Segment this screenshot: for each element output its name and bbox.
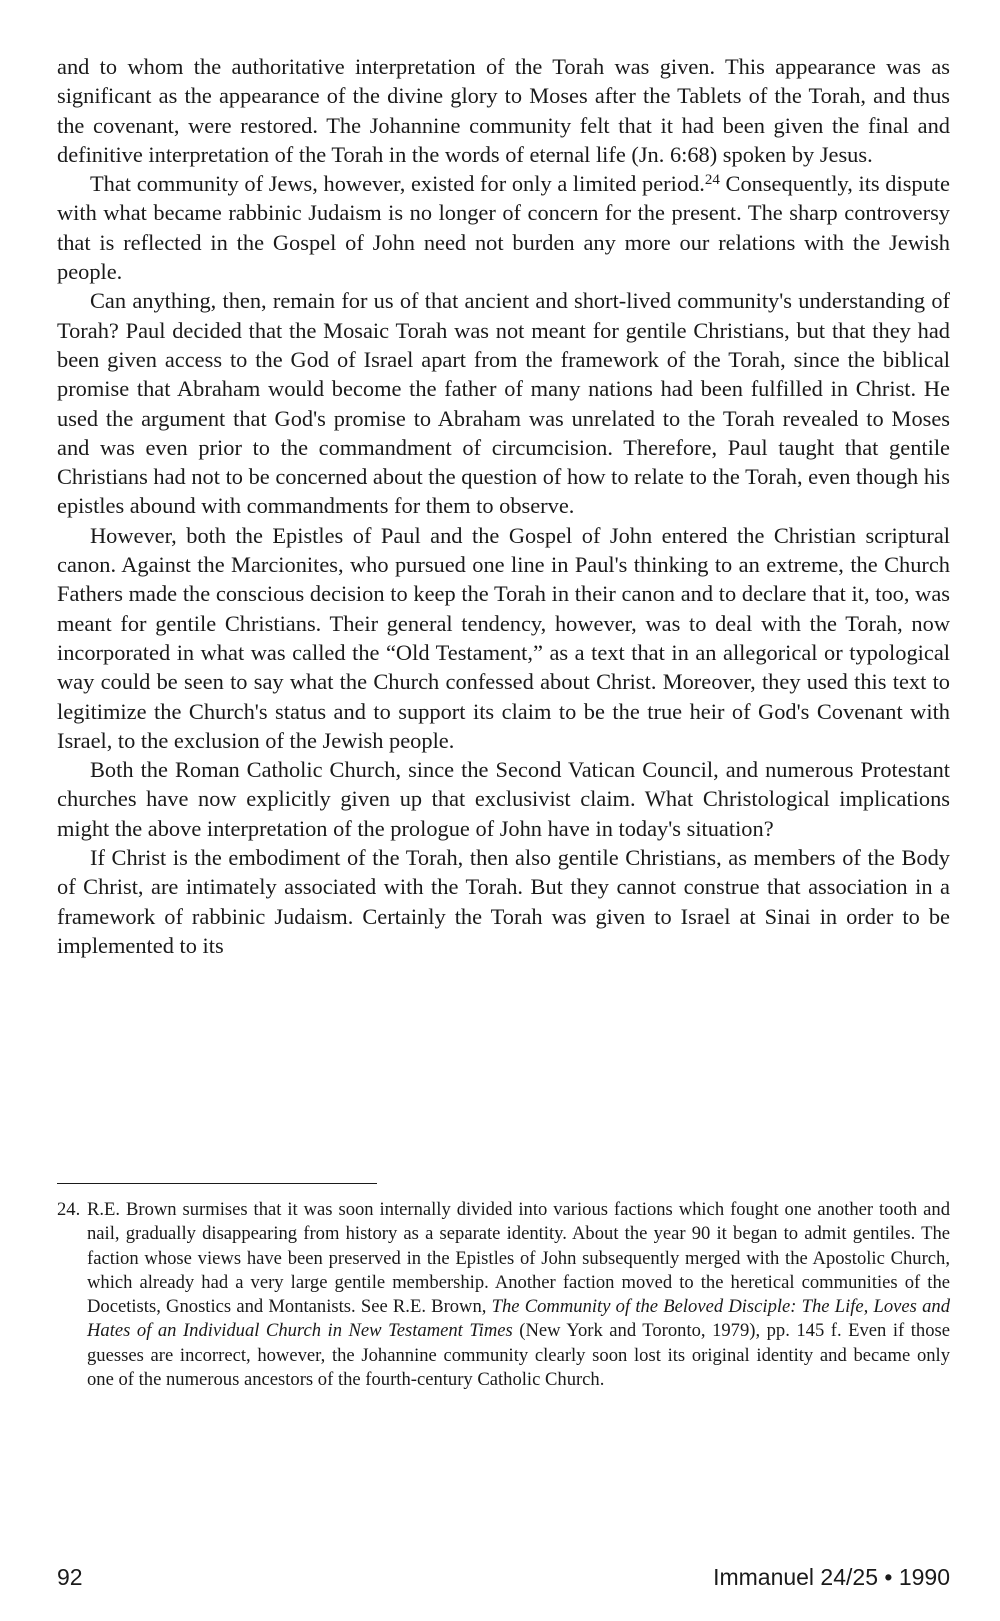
footnote-reference[interactable]: 24 bbox=[704, 172, 720, 189]
paragraph-text: That community of Jews, however, existed for only a limited period. bbox=[90, 171, 705, 197]
paragraph: and to whom the authoritative interpretation of the Torah was given. This appearance was as significant as the appearance of the divine glory to Moses after the Tablets of the Torah, and thus the covenant, were restored. The Johannine community felt that it had been given the final and definitive interpretation of the Torah in the words of eternal life (Jn. 6:68) spoken by Jesus. bbox=[57, 54, 950, 167]
paragraph bbox=[57, 169, 950, 286]
footnote bbox=[57, 1198, 950, 1392]
paragraph-text: Consequently, its dispute with what became rabbinic Judaism is no longer of concern for the present. The sharp controversy that is reflected in the Gospel of John need not burden any more our relations with the Jewish people. bbox=[57, 171, 950, 285]
footnote-text: (New York and Toronto, 1979), pp. 145 f. Even if those guesses are incorrect, however, the Johannine community clearly soon lost its original identity and became only one of the numerous ancestors of the fourth-century Catholic Church. bbox=[87, 1320, 950, 1391]
footnote-book-title: The Community of the Beloved Disciple: The Life, Loves and Hates of an Individual Church in New Testament Times bbox=[87, 1296, 951, 1342]
footnote-body bbox=[87, 1198, 950, 1392]
footnote-divider bbox=[57, 1183, 377, 1184]
footnote-text: R.E. Brown surmises that it was soon internally divided into various factions which fought one another tooth and nail, gradually disappearing from history as a separate identity. About the year 90 it began to admit gentiles. The faction whose views have been preserved in the Epistles of John subsequently merged with the Apostolic Church, which already had a very large gentile membership. Another faction moved to the heretical communities of the Docetists, Gnostics and Montanists. See R.E. Brown, bbox=[87, 1199, 950, 1318]
paragraph: Can anything, then, remain for us of that ancient and short-lived community's understanding of Torah? Paul decided that the Mosaic Torah was not meant for gentile Christians, but that they had been given access to the God of Israel apart from the framework of the Torah, since the biblical promise that Abraham would become the father of many nations had been fulfilled in Christ. He used the argument that God's promise to Abraham was unrelated to the Torah revealed to Moses and was even prior to the commandment of circumcision. Therefore, Paul taught that gentile Christians had not to be concerned about the question of how to relate to the Torah, even though his epistles abound with commandments for them to observe. bbox=[57, 288, 950, 519]
journal-citation: Immanuel 24/25 • 1990 bbox=[713, 1564, 950, 1590]
paragraph: However, both the Epistles of Paul and the Gospel of John entered the Christian scriptural canon. Against the Marcionites, who pursued one line in Paul's thinking to an extreme, the Church Fathers made the conscious decision to keep the Torah in their canon and to declare that it, too, was meant for gentile Christians. Their general tendency, however, was to deal with the Torah, now incorporated in what was called the “Old Testament,” as a text that in an allegorical or typological way could be seen to say what the Church confessed about Christ. Moreover, they used this text to legitimize the Church's status and to support its claim to be the true heir of God's Covenant with Israel, to the exclusion of the Jewish people. bbox=[57, 522, 950, 753]
page-number: 92 bbox=[57, 1564, 83, 1590]
paragraph: If Christ is the embodiment of the Torah, then also gentile Christians, as members of the Body of Christ, are intimately associated with the Torah. But they cannot construe that association in a framework of rabbinic Judaism. Certainly the Torah was given to Israel at Sinai in order to be implemented to its bbox=[57, 845, 950, 958]
footnote-number: 24. bbox=[57, 1199, 81, 1220]
paragraph: Both the Roman Catholic Church, since the Second Vatican Council, and numerous Protestant churches have now explicitly given up that exclusivist claim. What Christological implications might the above interpretation of the prologue of John have in today's situation? bbox=[57, 757, 950, 841]
body-text bbox=[57, 52, 950, 960]
